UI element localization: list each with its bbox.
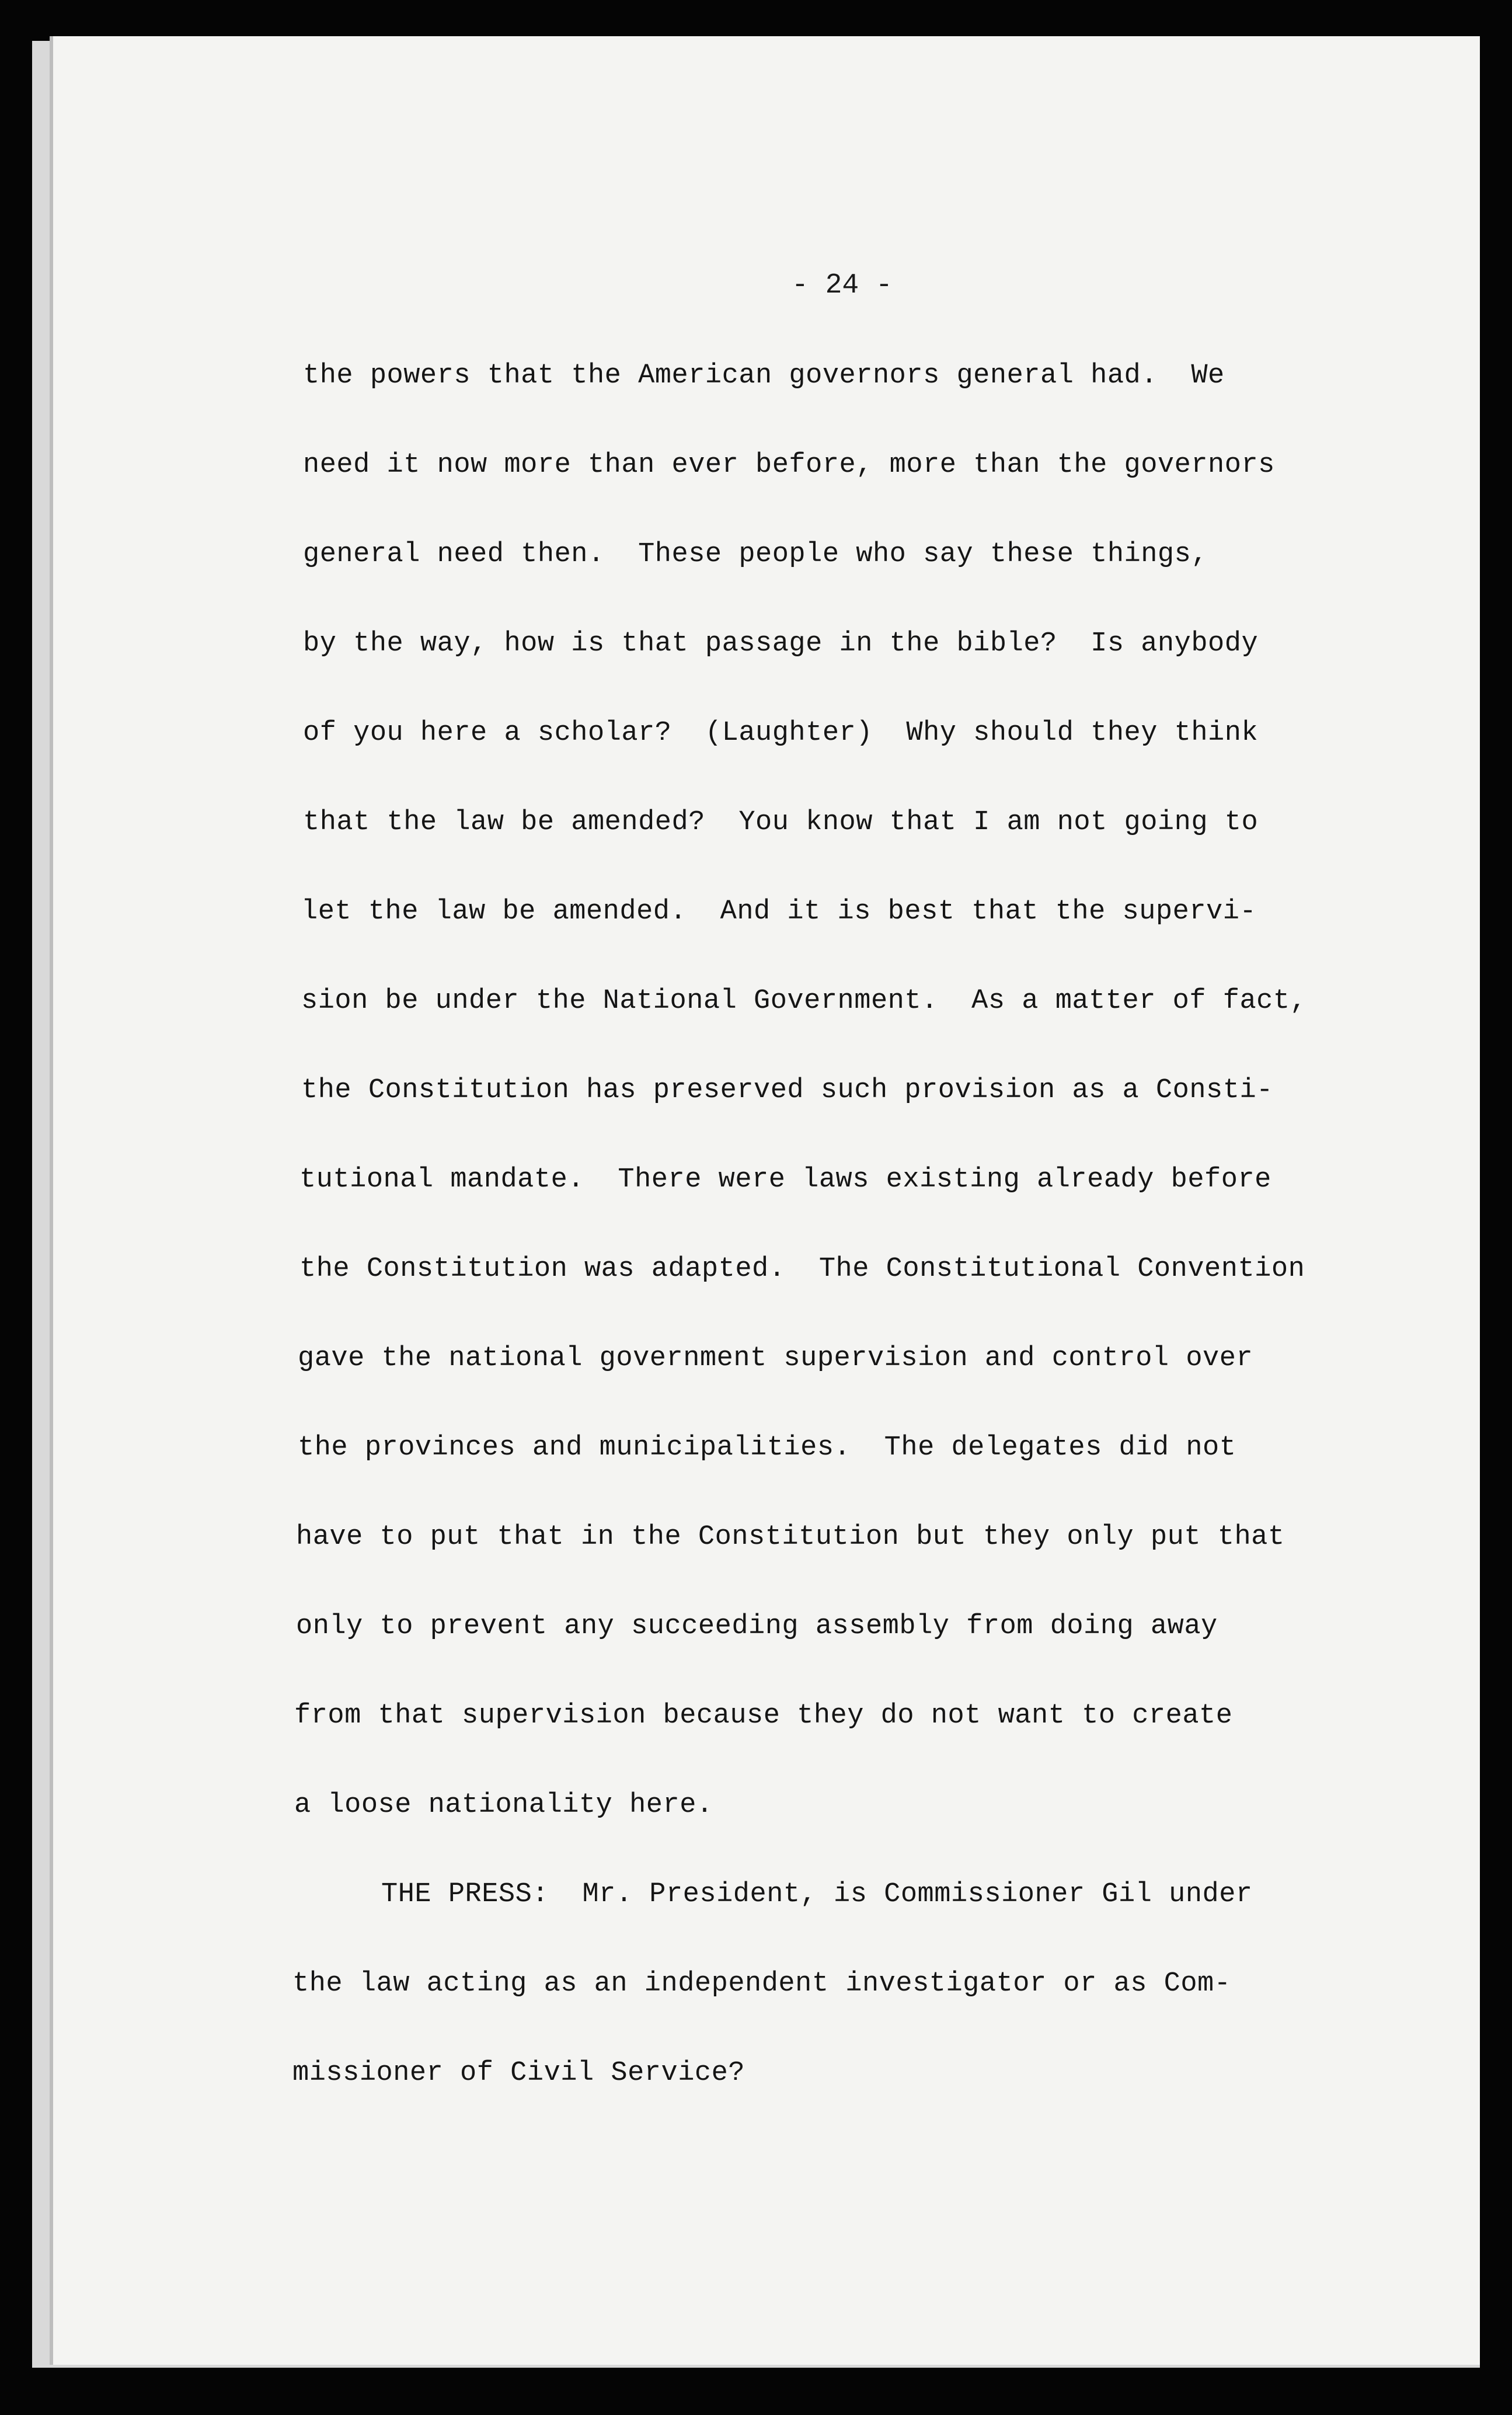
text-line: that the law be amended? You know that I am not going to	[303, 807, 1259, 838]
speaker-line: THE PRESS: Mr. President, is Commissioner Gil under	[381, 1879, 1253, 1910]
text-line: gave the national government supervision and control over	[298, 1343, 1253, 1374]
text-line: the Constitution was adapted. The Constitutional Convention	[299, 1254, 1305, 1285]
text-line: tutional mandate. There were laws existing already before	[299, 1164, 1271, 1195]
text-line: only to prevent any succeeding assembly from doing away	[296, 1611, 1218, 1642]
document-page	[50, 36, 1480, 2365]
page-number: - 24 -	[792, 270, 893, 301]
text-line: sion be under the National Government. As a matter of fact,	[301, 986, 1307, 1017]
text-line: the powers that the American governors general had. We	[303, 360, 1225, 391]
text-line: have to put that in the Constitution but they only put that	[296, 1522, 1285, 1553]
text-line: let the law be amended. And it is best that the supervi-	[301, 896, 1257, 927]
text-line: a loose nationality here.	[294, 1790, 713, 1821]
text-line: by the way, how is that passage in the bible? Is anybody	[303, 628, 1259, 659]
text-line: of you here a scholar? (Laughter) Why should they think	[303, 718, 1259, 749]
text-line: the provinces and municipalities. The delegates did not	[298, 1432, 1236, 1463]
text-line: general need then. These people who say these things,	[303, 539, 1208, 570]
text-line: from that supervision because they do not want to create	[294, 1700, 1233, 1731]
text-line: need it now more than ever before, more than the governors	[303, 450, 1275, 481]
text-line: the Constitution has preserved such provision as a Consti-	[301, 1075, 1273, 1106]
text-line: the law acting as an independent investigator or as Com-	[292, 1968, 1231, 1999]
text-line: missioner of Civil Service?	[292, 2058, 745, 2089]
